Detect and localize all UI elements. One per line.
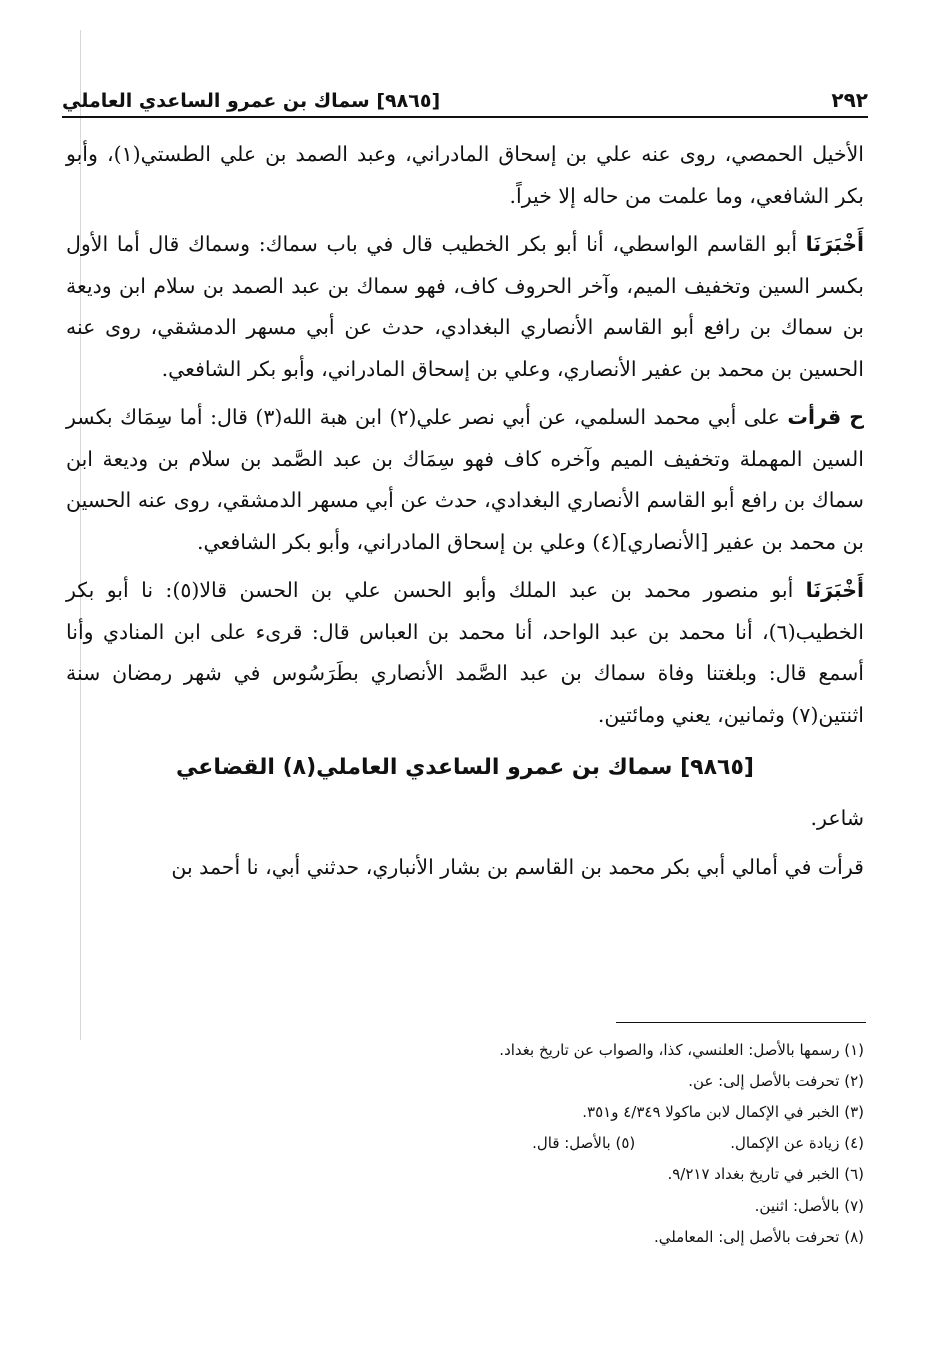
entry-heading: [٩٨٦٥] سماك بن عمرو الساعدي العاملي(٨) القضاعي xyxy=(176,755,754,780)
header-rule xyxy=(62,116,868,118)
paragraph: ح قرأت على أبي محمد السلمي، عن أبي نصر علي(٢) ابن هبة الله(٣) قال: أما سِمَاك بكسر السين المهملة وتخفيف الميم وآخره كاف فهو سِمَاك بن عبد الصَّمد بن سلام بن وديعة ابن سماك بن رافع أبو القاسم الأنصاري البغدادي، حدث عن أبي مسهر الدمشقي، روى عنه الحسين بن محمد بن عفير [الأنصاري](٤) وعلي بن إسحاق المادراني، وأبو بكر الشافعي. xyxy=(66,405,864,554)
footnote: (٦) الخبر في تاريخ بغداد ٩/٢١٧. xyxy=(667,1165,864,1184)
footnote-row xyxy=(66,1221,864,1252)
paragraph: أَخْبَرَنَا أبو منصور محمد بن عبد الملك وأبو الحسن علي بن الحسن قالا(٥): نا أبو بكر الخطيب(٦)، أنا محمد بن عبد الواحد، أنا محمد بن العباس قال: قرىء على ابن المنادي وأنا أسمع قال: وبلغتنا وفاة سماك بن عبد الصَّمد الأنصاري بطَرَسُوس في شهر رمضان سنة اثنتين(٧) وثمانين، يعني ومائتين. xyxy=(66,578,864,727)
page-number: ٢٩٢ xyxy=(831,88,868,112)
footnote: (٥) بالأصل: قال. xyxy=(532,1134,636,1153)
paragraph: شاعر. xyxy=(810,806,864,830)
footnote-row xyxy=(66,1128,864,1159)
footnote: (٧) بالأصل: اثنين. xyxy=(754,1196,864,1215)
running-title: [٩٨٦٥] سماك بن عمرو الساعدي العاملي xyxy=(62,90,441,112)
main-text xyxy=(66,134,864,895)
paragraph: الأخيل الحمصي، روى عنه علي بن إسحاق المادراني، وعبد الصمد بن علي الطستي(١)، وأبو بكر الشافعي، وما علمت من حاله إلا خيراً. xyxy=(66,142,865,208)
footnote-row xyxy=(66,1190,864,1221)
footnote: (٤) زيادة عن الإكمال. xyxy=(730,1134,864,1153)
footnote-row xyxy=(66,1159,864,1190)
footnote-row xyxy=(66,1034,864,1065)
page-header xyxy=(62,76,868,112)
footnote: (٨) تحرفت بالأصل إلى: المعاملي. xyxy=(653,1227,864,1246)
footnote-row xyxy=(66,1065,864,1096)
footnote: (٣) الخبر في الإكمال لابن ماكولا ٤/٣٤٩ و٣٥١. xyxy=(582,1102,864,1121)
paragraph: قرأت في أمالي أبي بكر محمد بن القاسم بن بشار الأنباري، حدثني أبي، نا أحمد بن xyxy=(171,854,864,879)
footnote-row xyxy=(66,1096,864,1127)
footnote: (١) رسمها بالأصل: العلنسي، كذا، والصواب عن تاريخ بغداد. xyxy=(499,1040,864,1059)
footnote-rule xyxy=(616,1022,866,1023)
footnotes xyxy=(66,1034,864,1252)
footnote: (٢) تحرفت بالأصل إلى: عن. xyxy=(688,1071,864,1090)
paragraph: أَخْبَرَنَا أبو القاسم الواسطي، أنا أبو بكر الخطيب قال في باب سماك: وسماك قال أما الأول بكسر السين وتخفيف الميم، وآخر الحروف كاف، فهو سماك بن عبد الصمد بن سلام ابن وديعة بن سماك بن رافع أبو القاسم الأنصاري البغدادي، حدث عن أبي مسهر الدمشقي، روى عنه الحسين بن محمد بن عفير الأنصاري، وعلي بن إسحاق المادراني، وأبو بكر الشافعي. xyxy=(66,232,864,381)
